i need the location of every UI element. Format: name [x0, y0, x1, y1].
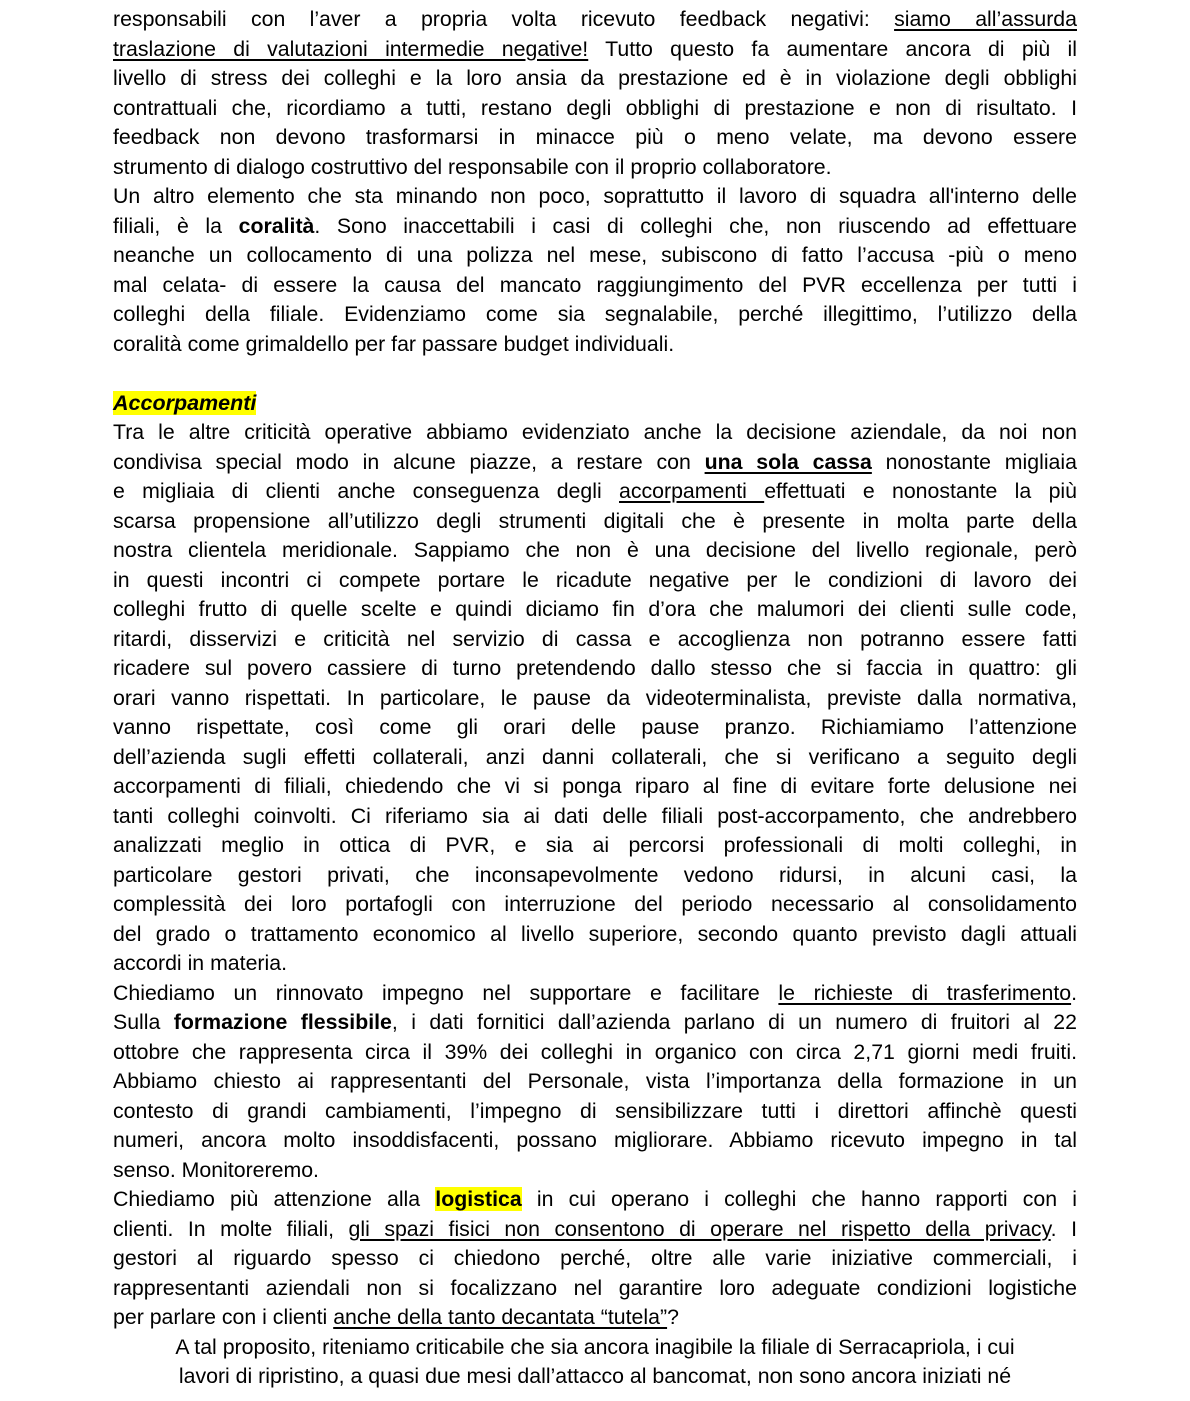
text-run: Chiediamo più attenzione alla — [113, 1187, 436, 1211]
text-run: nostra clientela meridionale. Sappiamo che non è una decisione del livello regionale, però — [113, 538, 1077, 562]
text-run: condivisa special modo in alcune piazze, a restare con — [113, 449, 705, 474]
text-line — [113, 94, 1077, 124]
text-run: livello di stress dei colleghi e la loro ansia da prestazione ed è in violazione degli obblighi — [113, 66, 1077, 90]
text-run: Tutto questo fa aumentare ancora di più il — [588, 36, 1078, 61]
bold-text: coralità — [238, 213, 315, 238]
text-run: scarsa propensione all’utilizzo degli strumenti digitali che è presente in molta parte della — [113, 508, 1077, 533]
text-run: senso. Monitoreremo. — [113, 1157, 319, 1182]
text-run: orari vanno rispettati. In particolare, le pause da videoterminalista, previste dalla normativa, — [113, 685, 1077, 710]
text-line — [113, 1244, 1077, 1274]
text-line — [113, 1215, 1077, 1245]
text-line — [113, 418, 1077, 448]
text-run: . — [1071, 980, 1077, 1005]
text-run: particolare gestori privati, che inconsapevolmente vedono ridursi, in alcuni casi, la — [113, 862, 1077, 887]
text-run: analizzati meglio in ottica di PVR, e sia ai percorsi professionali di molti colleghi, in — [113, 833, 1077, 857]
text-line — [113, 743, 1077, 773]
text-line — [113, 1303, 1077, 1333]
text-run: ottobre che rappresenta circa il 39% dei colleghi in organico con circa 2,71 giorni medi fruiti. — [113, 1039, 1077, 1064]
text-line — [113, 477, 1077, 507]
text-line — [113, 949, 1077, 979]
underlined-text: accorpamenti — [619, 479, 765, 503]
text-line — [113, 684, 1077, 714]
text-run: . I — [1050, 1216, 1077, 1241]
text-run: strumento di dialogo costruttivo del responsabile con il proprio collaboratore. — [113, 154, 832, 179]
document-page — [113, 5, 1077, 1392]
text-line — [113, 595, 1077, 625]
text-line — [113, 271, 1077, 301]
text-line — [113, 212, 1077, 242]
underlined-text: gli spazi fisici non consentono di operare nel rispetto della privacy — [348, 1216, 1051, 1241]
text-run: e migliaia di clienti anche conseguenza degli — [113, 479, 620, 503]
text-run: Tra le altre criticità operative abbiamo evidenziato anche la decisione aziendale, da noi non — [113, 420, 1077, 444]
text-line — [113, 153, 1077, 183]
text-run: filiali, è la — [113, 213, 239, 238]
text-line — [113, 64, 1077, 94]
text-line — [113, 123, 1077, 153]
text-run: nonostante migliaia — [871, 449, 1077, 474]
text-line — [113, 182, 1077, 212]
text-line — [113, 536, 1077, 566]
text-line — [113, 1156, 1077, 1186]
bold-underlined-text: una sola cassa — [704, 449, 872, 474]
text-run: ? — [667, 1305, 679, 1329]
text-run: effettuati e nonostante la più — [764, 479, 1077, 503]
text-run: ritardi, disservizi e criticità nel servizio di cassa e accoglienza non potranno essere fatti — [113, 626, 1077, 651]
text-run: coralità come grimaldello per far passare budget individuali. — [113, 331, 675, 356]
text-run: contrattuali che, ricordiamo a tutti, restano degli obblighi di prestazione e non di risultato. I — [113, 95, 1077, 120]
text-line — [113, 1362, 1077, 1392]
text-run: Abbiamo chiesto ai rappresentanti del Personale, vista l’importanza della formazione in un — [113, 1069, 1077, 1093]
text-line — [113, 1333, 1077, 1363]
text-line — [113, 35, 1077, 65]
text-line — [113, 241, 1077, 271]
text-run: responsabili con l’aver a propria volta ricevuto feedback negativi: — [113, 7, 895, 31]
text-line — [113, 713, 1077, 743]
text-run: in cui operano i colleghi che hanno rapporti con i — [521, 1187, 1077, 1211]
text-run: Chiediamo un rinnovato impegno nel supportare e facilitare — [113, 980, 779, 1005]
text-line — [113, 890, 1077, 920]
centered-paragraph — [113, 1333, 1077, 1392]
text-run: A tal proposito, riteniamo criticabile che sia ancora inagibile la filiale di Serracapriola, i cui — [175, 1334, 1015, 1359]
text-run: dell’azienda sugli effetti collaterali, anzi danni collaterali, che si verificano a seguito degli — [113, 744, 1077, 769]
section-heading — [113, 389, 1077, 419]
text-line — [113, 1067, 1077, 1097]
paragraph — [113, 418, 1077, 979]
paragraph — [113, 979, 1077, 1186]
bold-text: formazione flessibile — [173, 1010, 392, 1034]
text-line — [113, 566, 1077, 596]
text-run: per parlare con i clienti — [113, 1305, 334, 1329]
paragraph — [113, 182, 1077, 359]
section-heading-text: Accorpamenti — [113, 390, 257, 415]
text-line — [113, 300, 1077, 330]
text-line — [113, 1126, 1077, 1156]
text-line — [113, 979, 1077, 1009]
text-run: neanche un collocamento di una polizza nel mese, subiscono di fatto l’accusa -più o meno — [113, 243, 1077, 267]
text-run: Un altro elemento che sta minando non poco, soprattutto il lavoro di squadra all'interno delle — [113, 184, 1077, 208]
text-line — [113, 1097, 1077, 1127]
text-run: in questi incontri ci compete portare le ricadute negative per le condizioni di lavoro dei — [113, 567, 1077, 592]
text-run: rappresentanti aziendali non si focalizzano nel garantire loro adeguate condizioni logistiche — [113, 1275, 1077, 1300]
underlined-text: anche della tanto decantata “tutela” — [333, 1305, 668, 1329]
text-line — [113, 448, 1077, 478]
paragraph — [113, 5, 1077, 182]
text-run: accorpamenti di filiali, chiedendo che vi si ponga riparo al fine di evitare forte delusione nei — [113, 774, 1077, 798]
text-run: . Sono inaccettabili i casi di colleghi che, non riuscendo ad effettuare — [314, 213, 1077, 238]
underlined-text: le richieste di trasferimento — [778, 980, 1072, 1005]
text-line — [113, 654, 1077, 684]
text-line — [113, 920, 1077, 950]
text-run: ricadere sul povero cassiere di turno pretendendo dallo stesso che si faccia in quattro: gli — [113, 656, 1077, 680]
blank-line — [113, 359, 1077, 389]
text-line — [113, 831, 1077, 861]
text-line — [113, 1038, 1077, 1068]
underlined-text: traslazione di valutazioni intermedie negative! — [113, 36, 589, 61]
text-run: lavori di ripristino, a quasi due mesi dall’attacco al bancomat, non sono ancora iniziati né — [178, 1364, 1012, 1388]
text-run: Sulla — [113, 1010, 174, 1034]
text-run: numeri, ancora molto insoddisfacenti, possano migliorare. Abbiamo ricevuto impegno in tal — [113, 1128, 1077, 1152]
text-line — [113, 772, 1077, 802]
text-run: accordi in materia. — [113, 951, 287, 975]
text-line — [113, 507, 1077, 537]
text-line — [113, 625, 1077, 655]
highlighted-text: logistica — [435, 1187, 522, 1211]
text-line — [113, 861, 1077, 891]
text-run: , i dati fornitici dall’azienda parlano di un numero di fruitori al 22 — [391, 1010, 1077, 1034]
text-run: clienti. In molte filiali, — [113, 1216, 349, 1241]
underlined-text: siamo all’assurda — [894, 7, 1077, 31]
text-line — [113, 1274, 1077, 1304]
text-line — [113, 1008, 1077, 1038]
text-line — [113, 802, 1077, 832]
text-line — [113, 5, 1077, 35]
text-run: colleghi della filiale. Evidenziamo come sia segnalabile, perché illegittimo, l’utilizzo della — [113, 302, 1077, 326]
text-run: del grado o trattamento economico al livello superiore, secondo quanto previsto dagli attuali — [113, 921, 1077, 946]
text-run: feedback non devono trasformarsi in minacce più o meno velate, ma devono essere — [113, 125, 1077, 149]
text-run: vanno rispettate, così come gli orari delle pause pranzo. Richiamiamo l’attenzione — [113, 715, 1077, 739]
text-line — [113, 1185, 1077, 1215]
text-run: complessità dei loro portafogli con interruzione del periodo necessario al consolidamento — [113, 892, 1077, 916]
text-run: contesto di grandi cambiamenti, l’impegno di sensibilizzare tutti i direttori affinchè questi — [113, 1098, 1077, 1123]
text-line — [113, 330, 1077, 360]
text-run: tanti colleghi coinvolti. Ci riferiamo sia ai dati delle filiali post-accorpamento, che andrebbero — [113, 803, 1077, 828]
text-run: colleghi frutto di quelle scelte e quindi diciamo fin d’ora che malumori dei clienti sulle code, — [113, 597, 1077, 621]
text-run: gestori al riguardo spesso ci chiedono perché, oltre alle varie iniziative commerciali, i — [113, 1246, 1077, 1270]
text-run: mal celata- di essere la causa del mancato raggiungimento del PVR eccellenza per tutti i — [113, 272, 1077, 297]
paragraph — [113, 1185, 1077, 1333]
